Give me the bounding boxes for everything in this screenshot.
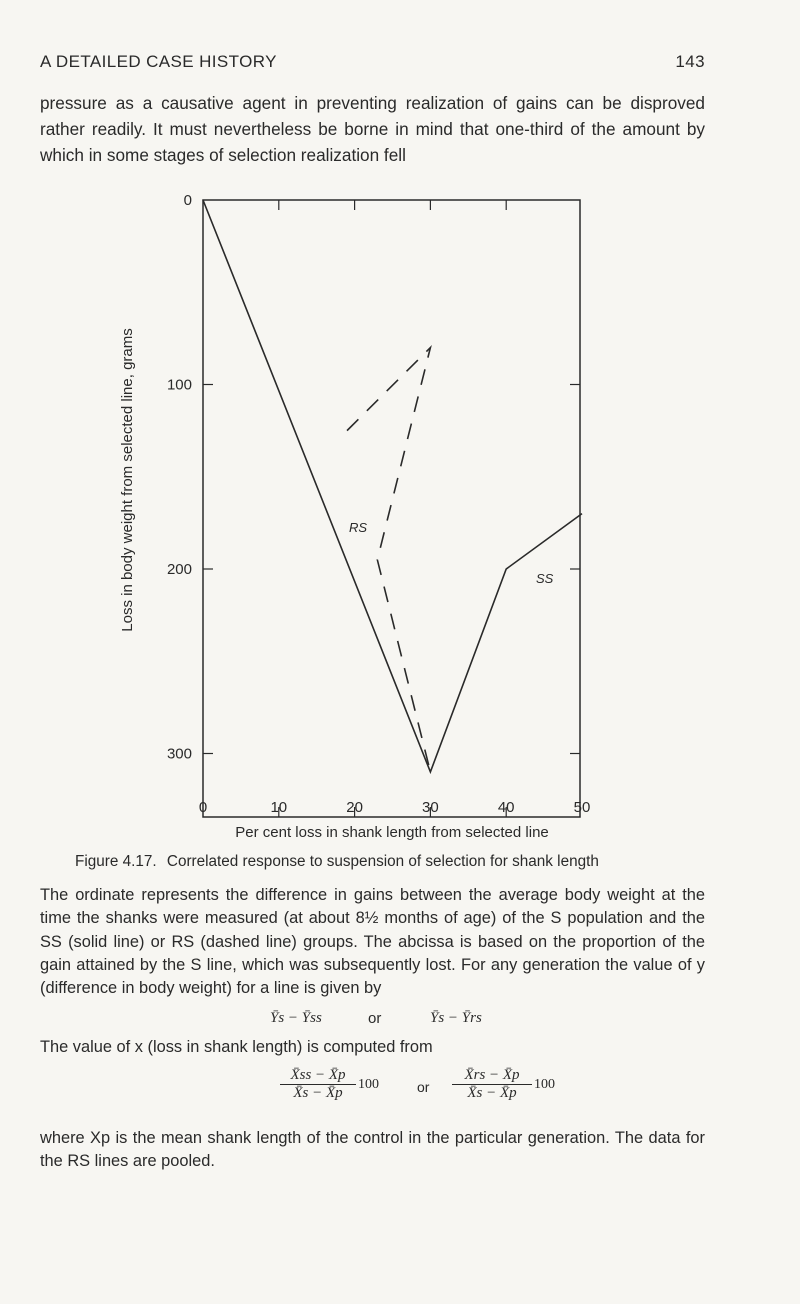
formula-x xyxy=(260,1065,580,1117)
running-title: A DETAILED CASE HISTORY xyxy=(40,52,277,71)
x-tick-label: 0 xyxy=(198,799,208,816)
fraction-rs xyxy=(452,1067,532,1102)
x-tick-label: 40 xyxy=(497,799,515,816)
formula-y-or: or xyxy=(368,1010,382,1027)
fraction-ss xyxy=(280,1067,356,1102)
series-label-rs: RS xyxy=(349,520,368,535)
x-tick-label: 20 xyxy=(346,799,363,816)
fraction-ss-denominator: X̄s − X̄p xyxy=(293,1085,343,1101)
x-tick-label: 30 xyxy=(422,799,439,816)
body-paragraph xyxy=(40,884,705,1000)
multiplier-2: 100 xyxy=(534,1077,555,1092)
formula-y-right: Ȳs − Ȳrs xyxy=(430,1010,482,1026)
x-sentence xyxy=(40,1036,705,1059)
caption-label: Figure 4.17. xyxy=(75,853,157,870)
page-number: 143 xyxy=(675,52,705,71)
multiplier-1: 100 xyxy=(358,1077,379,1092)
fraction-rs-denominator: X̄s − X̄p xyxy=(467,1085,517,1101)
y-tick-labels xyxy=(167,192,192,763)
figure-caption xyxy=(75,853,599,871)
closing-paragraph-text: where Xp is the mean shank length of the control in the particular generation. The data for the RS lines are pooled. xyxy=(40,1129,705,1171)
series-label-ss: SS xyxy=(536,571,554,586)
x-axis-label: Per cent loss in shank length from selected line xyxy=(235,824,549,841)
fraction-rs-numerator: X̄rs − X̄p xyxy=(452,1067,532,1085)
formula-y xyxy=(270,1010,570,1034)
caption-text: Correlated response to suspension of selection for shank length xyxy=(166,853,599,870)
x-tick-label: 10 xyxy=(270,799,288,816)
series-line-ss xyxy=(203,200,582,772)
y-tick-label: 100 xyxy=(166,376,192,394)
formula-x-or: or xyxy=(417,1079,430,1095)
series-lines xyxy=(203,200,582,772)
y-tick-label: 0 xyxy=(183,192,192,209)
y-axis-label: Loss in body weight from selected line, grams xyxy=(119,328,136,632)
series-line-rs xyxy=(347,348,430,772)
x-tick-labels xyxy=(199,799,591,816)
y-tick-label: 200 xyxy=(166,561,192,578)
body-paragraph-text: The ordinate represents the difference in gains between the average body weight at the time the shanks were measured (at about 8½ months of age) of the S population and the SS (solid line) or RS (dashed line) groups. The abcissa is based on the proportion of the gain attained by the S line, which was subsequently lost. For any generation the value of y (difference in body weight) for a line is given by xyxy=(40,886,705,998)
tick-marks xyxy=(203,200,580,817)
y-tick-label: 300 xyxy=(166,745,192,763)
formula-y-left: Ȳs − Ȳss xyxy=(270,1010,322,1026)
x-tick-label: 50 xyxy=(573,799,591,816)
plot-frame xyxy=(203,200,580,817)
closing-paragraph xyxy=(40,1127,705,1174)
fraction-ss-numerator: X̄ss − X̄p xyxy=(280,1067,356,1085)
x-sentence-text: The value of x (loss in shank length) is computed from xyxy=(40,1038,433,1056)
top-paragraph-text: pressure as a causative agent in preventing realization of gains can be disproved rather readily. It must nevertheless be borne in mind that one-third of the amount by which in some stages of selection realization fell xyxy=(40,93,705,165)
